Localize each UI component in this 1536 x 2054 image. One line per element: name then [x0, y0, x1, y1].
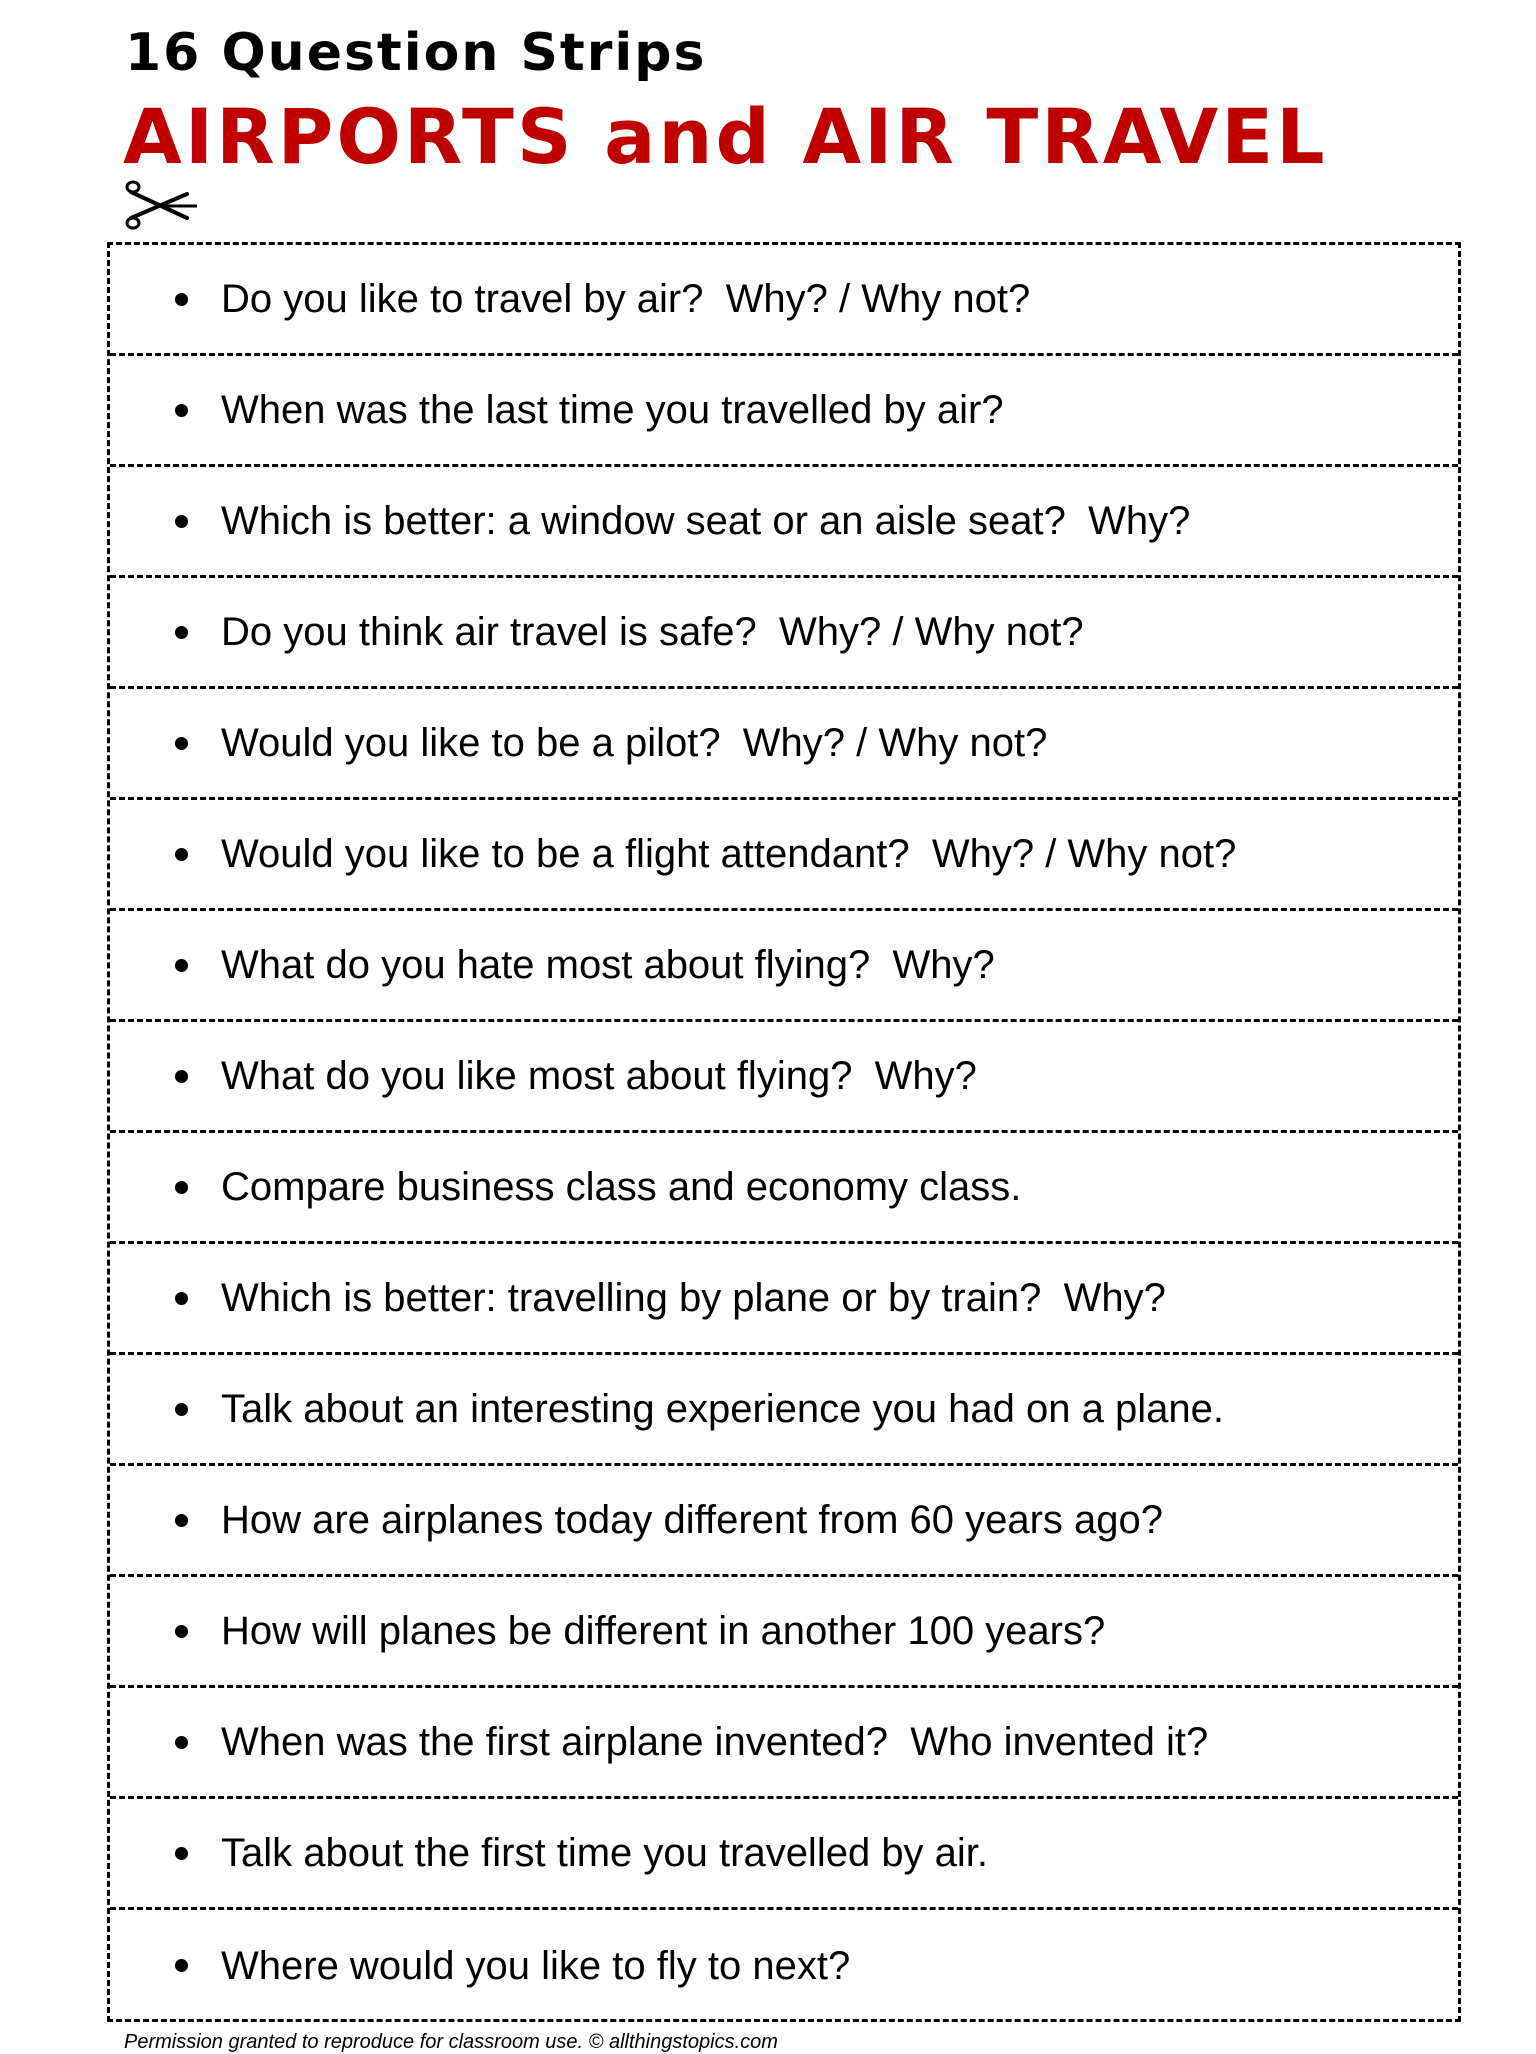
question-strip	[110, 1910, 1458, 2021]
question-text: How are airplanes today different from 60 years ago?	[221, 1498, 1164, 1542]
bullet-icon	[175, 404, 188, 417]
worksheet-subtitle: 16 Question Strips	[125, 23, 707, 83]
question-text: Compare business class and economy class.	[221, 1165, 1022, 1209]
question-strip	[110, 800, 1458, 911]
worksheet-title: AIRPORTS and AIR TRAVEL	[123, 92, 1328, 181]
question-text: How will planes be different in another 100 years?	[221, 1609, 1106, 1653]
question-strip	[110, 467, 1458, 578]
question-text: Talk about the first time you travelled by air.	[221, 1831, 989, 1875]
question-text: Which is better: a window seat or an aisle seat? Why?	[221, 499, 1191, 543]
question-text: Do you think air travel is safe? Why? / Why not?	[221, 610, 1084, 654]
question-strip	[110, 1799, 1458, 1910]
question-strip	[110, 1688, 1458, 1799]
bullet-icon	[175, 1403, 188, 1416]
question-strip	[110, 1244, 1458, 1355]
bullet-icon	[175, 1181, 188, 1194]
question-strip	[110, 245, 1458, 356]
bullet-icon	[175, 1847, 188, 1860]
bullet-icon	[175, 848, 188, 861]
bullet-icon	[175, 1292, 188, 1305]
question-text: Do you like to travel by air? Why? / Why not?	[221, 277, 1031, 321]
bullet-icon	[175, 1625, 188, 1638]
question-text: Would you like to be a flight attendant? Why? / Why not?	[221, 832, 1237, 876]
question-text: When was the last time you travelled by air?	[221, 388, 1004, 432]
bullet-icon	[175, 1736, 188, 1749]
bullet-icon	[175, 293, 188, 306]
question-strip	[110, 356, 1458, 467]
question-strip	[110, 1355, 1458, 1466]
question-text: What do you hate most about flying? Why?	[221, 943, 995, 987]
question-text: When was the first airplane invented? Who invented it?	[221, 1720, 1209, 1764]
bullet-icon	[175, 1514, 188, 1527]
question-text: Where would you like to fly to next?	[221, 1943, 851, 1988]
bullet-icon	[175, 1070, 188, 1083]
question-text: Which is better: travelling by plane or by train? Why?	[221, 1276, 1166, 1320]
question-strip	[110, 1133, 1458, 1244]
question-strip	[110, 911, 1458, 1022]
question-text: Talk about an interesting experience you had on a plane.	[221, 1387, 1224, 1431]
question-text: Would you like to be a pilot? Why? / Why not?	[221, 721, 1048, 765]
copyright-footer: Permission granted to reproduce for classroom use. © allthingstopics.com	[124, 2031, 778, 2053]
scissors-icon	[125, 178, 197, 230]
question-strip	[110, 578, 1458, 689]
bullet-icon	[175, 626, 188, 639]
question-strip	[110, 689, 1458, 800]
bullet-icon	[175, 737, 188, 750]
bullet-icon	[175, 1959, 188, 1972]
question-strip	[110, 1022, 1458, 1133]
question-strip	[110, 1466, 1458, 1577]
question-strips	[107, 242, 1461, 2022]
question-text: What do you like most about flying? Why?	[221, 1054, 977, 1098]
question-strip	[110, 1577, 1458, 1688]
bullet-icon	[175, 959, 188, 972]
bullet-icon	[175, 515, 188, 528]
